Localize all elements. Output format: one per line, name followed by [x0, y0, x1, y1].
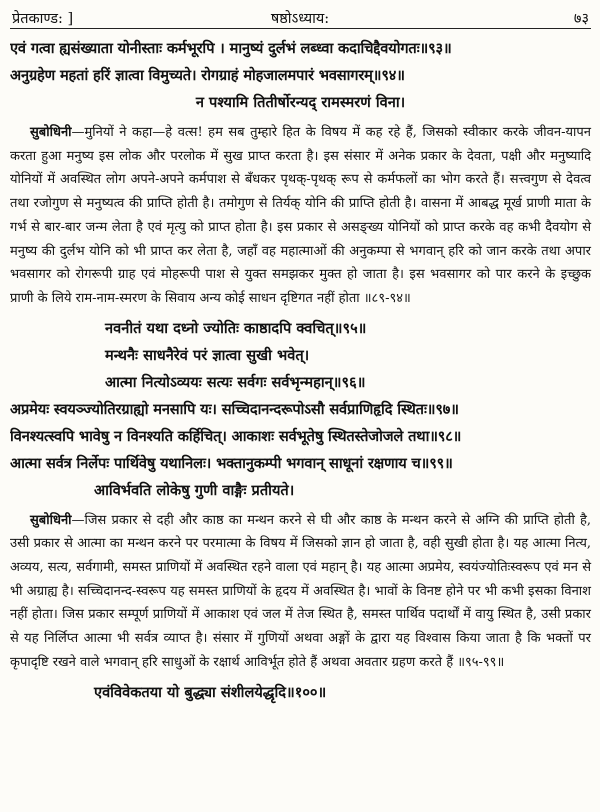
verse-block-3 — [10, 679, 591, 706]
verse-100a: आविर्भवति लोकेषु गुणी वाङ्गैः प्रतीयते। — [94, 481, 295, 499]
commentary-text: —मुनियों ने कहा—हे वत्स! हम सब तुम्हारे हित के विषय में कह रहे हैं, जिसको स्वीकार करके जीवन-यापन करता हुआ मनुष्य इस लोक और परलोक में सुख प्राप्त करता है। इस संसार में अनेक प्रकार के देवता, पक्षी और मनुष्यादि योनियों में अवस्थित लोग अपने-अपने कर्मपाश से बँधकर पृथक्-पृथक् रूप से कर्मफलों का भोग करते हैं। सत्त्वगुण से देवत्व तथा रजोगुण से मनुष्यत्व की प्राप्ति होती है। तमोगुण से तिर्यक् योनि की प्राप्ति होती है। वासना में आबद्ध मूर्ख प्राणी माता के गर्भ से बार-बार जन्म लेता है एवं मृत्यु को प्राप्त होता है। इस प्रकार से असङ्ख्य योनियों को प्राप्त करके वह कभी दैवयोग से मनुष्य की दुर्लभ योनि को भी प्राप्त कर लेता है, जहाँ वह महात्माओं की अनुकम्पा से भगवान् हरि को जान करके तथा अपार भवसागर को रोगरूपी ग्राह एवं मोहरूपी पाश से युक्त समझकर मुक्त हो जाता है। इस भवसागर को पार करने के इच्छुक प्राणी के लिये राम-नाम-स्मरण के सिवाय अन्य कोई साधन दृष्टिगत नहीं होता ॥८९-९४॥ — [10, 125, 591, 306]
commentary-label: सुबोधिनी — [30, 125, 72, 140]
verse-99: आत्मा सर्वत्र निर्लेपः पार्थिवेषु यथानिलः। भक्तानुकम्पी भगवान् साधूनां रक्षणाय च॥९९॥ — [10, 454, 453, 472]
verse-94: अनुग्रहेण महतां हरिं ज्ञात्वा विमुच्यते। रोगग्राहं मोहजालमपारं भवसागरम्॥९४॥ — [10, 67, 405, 84]
commentary-label: सुबोधिनी — [30, 512, 72, 528]
verse-98: विनश्यत्स्वपि भावेषु न विनश्यति कर्हिचित्। आकाशः सर्वभूतेषु स्थितस्तेजोजले तथा॥९८॥ — [10, 427, 462, 445]
commentary-2 — [10, 509, 591, 675]
verse-94b: न पश्यामि तितीर्षोरन्यद् रामस्मरणं विना। — [195, 94, 406, 111]
verse-97: अप्रमेयः स्वयञ्ज्योतिरग्राह्यो मनसापि यः। सच्चिदानन्दरूपोऽसौ सर्वप्राणिहृदि स्थितः॥९७॥ — [10, 400, 459, 418]
commentary-1 — [10, 121, 591, 311]
verse-100: एवंविवेकतया यो बुद्ध्या संशीलयेद्धृदि॥१००॥ — [94, 683, 327, 701]
verse-block-2 — [10, 315, 591, 504]
page-number: ७३ — [573, 11, 589, 27]
commentary-text: —जिस प्रकार से दही और काष्ठ का मन्थन करने से घी और काष्ठ के मन्थन करने से अग्नि की प्राप्ति होती है, उसी प्रकार से आत्मा का मन्थन करने पर परमात्मा के विषय में जिसको ज्ञान हो जाता है, वही सुखी होता है। यह आत्मा नित्य, अव्यय, सत्य, सर्वगामी, समस्त प्राणियों में अवस्थित रहने वाला एवं महान् है। यह आत्मा अप्रमेय, स्वयंज्योतिःस्वरूप एवं मन से भी अग्राह्य है। सच्चिदानन्द-स्वरूप यह समस्त प्राणियों के हृदय में अवस्थित है। भावों के विनष्ट होने पर भी कभी इसका विनाश नहीं होता। जिस प्रकार सम्पूर्ण प्राणियों में आकाश एवं जल में तेज स्थित है, समस्त पार्थिव पदार्थों में वायु स्थित है, उसी प्रकार से यह निर्लिप्त आत्मा भी सर्वत्र व्याप्त है। संसार में गुणियों अथवा अङ्गों के द्वारा यह विश्वास किया जाता है कि भक्तों पर कृपादृष्टि रखने वाले भगवान् हरि साधुओं के रक्षार्थ आविर्भूत होते हैं अथवा अवतार ग्रहण करते हैं ॥९५-९९॥ — [10, 512, 591, 670]
verse-96a: मन्थनैः साधनैरेवं परं ज्ञात्वा सुखी भवेत्। — [105, 346, 310, 364]
header-chapter-left: प्रेतकाण्ड: ] — [12, 11, 74, 27]
verse-93: एवं गत्वा ह्यसंख्याता योनीस्ताः कर्मभूरपि । मानुष्यं दुर्लभं लब्ध्वा कदाचिद्दैवयोगतः॥९३॥ — [10, 40, 452, 57]
verse-96: आत्मा नित्योऽव्ययः सत्यः सर्वगः सर्वभृन्महान्॥९६॥ — [105, 373, 366, 391]
verse-95: नवनीतं यथा दध्नो ज्योतिः काष्ठादपि क्वचित्॥९५॥ — [105, 319, 367, 337]
verse-block-1 — [10, 35, 591, 116]
header-chapter-title: षष्ठोऽध्याय: — [270, 11, 330, 27]
